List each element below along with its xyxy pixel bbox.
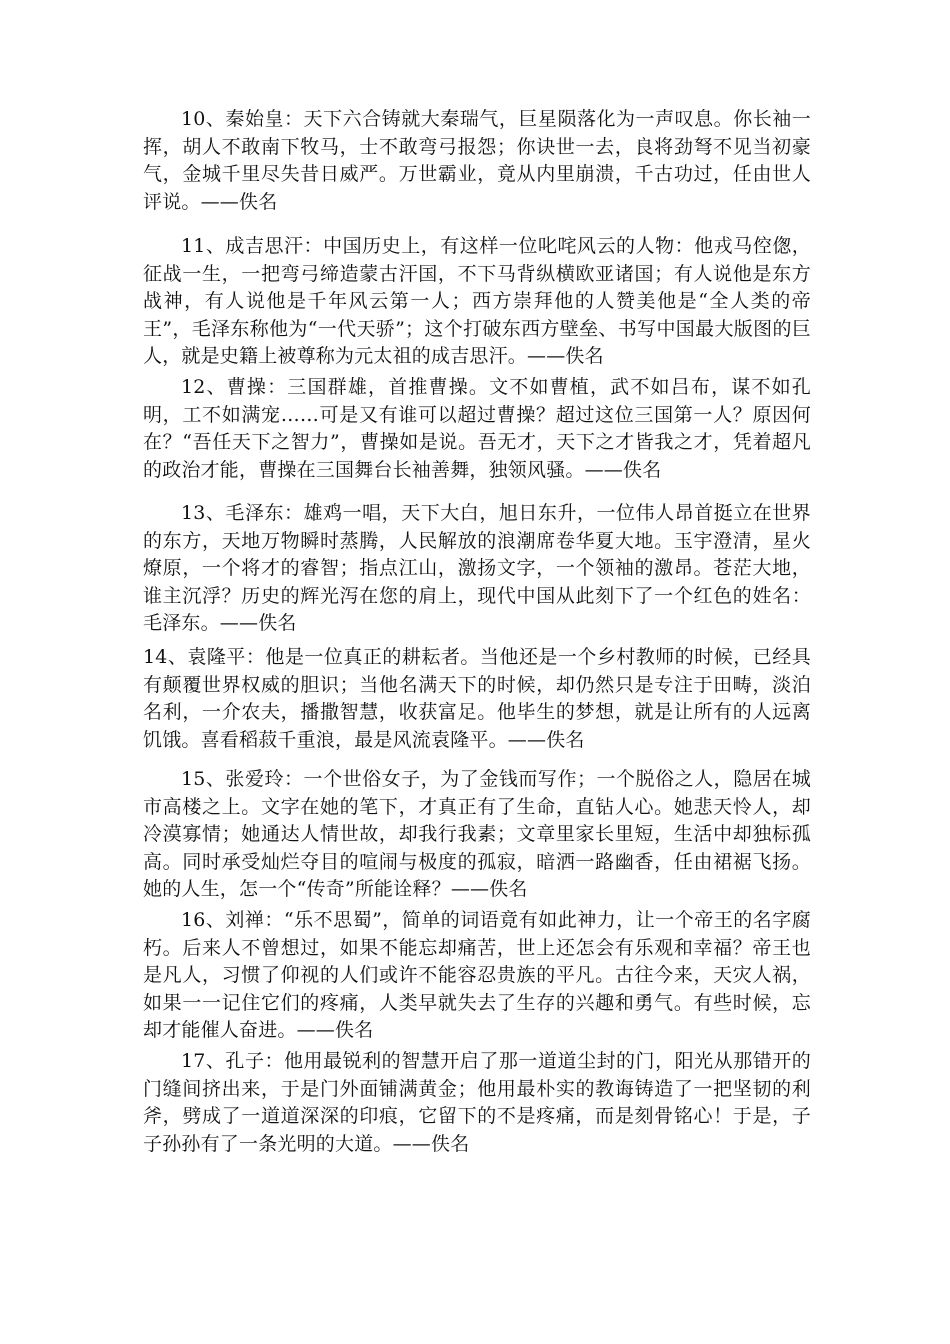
paragraph-liu-shan: 16、刘禅：“乐不思蜀”，简单的词语竟有如此神力，让一个帝王的名字腐朽。后来人不曾想过，如果不能忘却痛苦，世上还怎会有乐观和幸福？帝王也是凡人，习惯了仰视的人们或许不能容忍贵族的平凡。古往今来，天灾人祸，如果一一记住它们的疼痛，人类早就失去了生存的兴趣和勇气。有些时候，忘却才能催人奋进。——佚名	[143, 909, 811, 1041]
paragraph-yuan-longping: 14、袁隆平：他是一位真正的耕耘者。当他还是一个乡村教师的时候，已经具有颠覆世界权威的胆识；当他名满天下的时候，却仍然只是专注于田畴，淡泊名利，一介农夫，播撒智慧，收获富足。他毕生的梦想，就是让所有的人远离饥饿。喜看稻菽千重浪，最是风流袁隆平。——佚名	[143, 646, 811, 751]
paragraph-mao-zedong: 13、毛泽东：雄鸡一唱，天下大白，旭日东升，一位伟人昂首挺立在世界的东方，天地万物瞬时蒸腾，人民解放的浪潮席卷华夏大地。玉宇澄清，星火燎原，一个将才的睿智；指点江山，激扬文字，一个领袖的激昂。苍茫大地，谁主沉浮？历史的辉光泻在您的肩上，现代中国从此刻下了一个红色的姓名：毛泽东。——佚名	[143, 502, 811, 634]
paragraph-genghis-khan: 11、成吉思汗：中国历史上，有这样一位叱咤风云的人物：他戎马倥偬，征战一生，一把弯弓缔造蒙古汗国，不下马背纵横欧亚诸国；有人说他是东方战神，有人说他是千年风云第一人；西方崇拜他的人赞美他是“全人类的帝王”，毛泽东称他为“一代天骄”；这个打破东西方壁垒、书写中国最大版图的巨人，就是史籍上被尊称为元太祖的成吉思汗。——佚名	[143, 235, 811, 367]
paragraph-cao-cao: 12、曹操：三国群雄，首推曹操。文不如曹植，武不如吕布，谋不如孔明，工不如满宠……可是又有谁可以超过曹操？超过这位三国第一人？原因何在？“吾任天下之智力”，曹操如是说。吾无才，天下之才皆我之才，凭着超凡的政治才能，曹操在三国舞台长袖善舞，独领风骚。——佚名	[143, 376, 811, 481]
paragraph-qin-shi-huang: 10、秦始皇：天下六合铸就大秦瑞气，巨星陨落化为一声叹息。你长袖一挥，胡人不敢南下牧马，士不敢弯弓报怨；你诀世一去，良将劲弩不见当初豪气，金城千里尽失昔日威严。万世霸业，竟从内里崩溃，千古功过，任由世人评说。——佚名	[143, 108, 811, 213]
paragraph-zhang-ailing: 15、张爱玲：一个世俗女子，为了金钱而写作；一个脱俗之人，隐居在城市高楼之上。文字在她的笔下，才真正有了生命，直钻人心。她悲天怜人，却冷漠寡情；她通达人情世故，却我行我素；文章里家长里短，生活中却独标孤高。同时承受灿烂夺目的喧闹与极度的孤寂，暗洒一路幽香，任由裙裾飞扬。她的人生，怎一个“传奇”所能诠释？——佚名	[143, 768, 811, 900]
paragraph-confucius: 17、孔子：他用最锐利的智慧开启了那一道道尘封的门，阳光从那错开的门缝间挤出来，于是门外面铺满黄金；他用最朴实的教诲铸造了一把坚韧的利斧，劈成了一道道深深的印痕，它留下的不是疼痛，而是刻骨铭心！于是，子子孙孙有了一条光明的大道。——佚名	[143, 1050, 811, 1155]
